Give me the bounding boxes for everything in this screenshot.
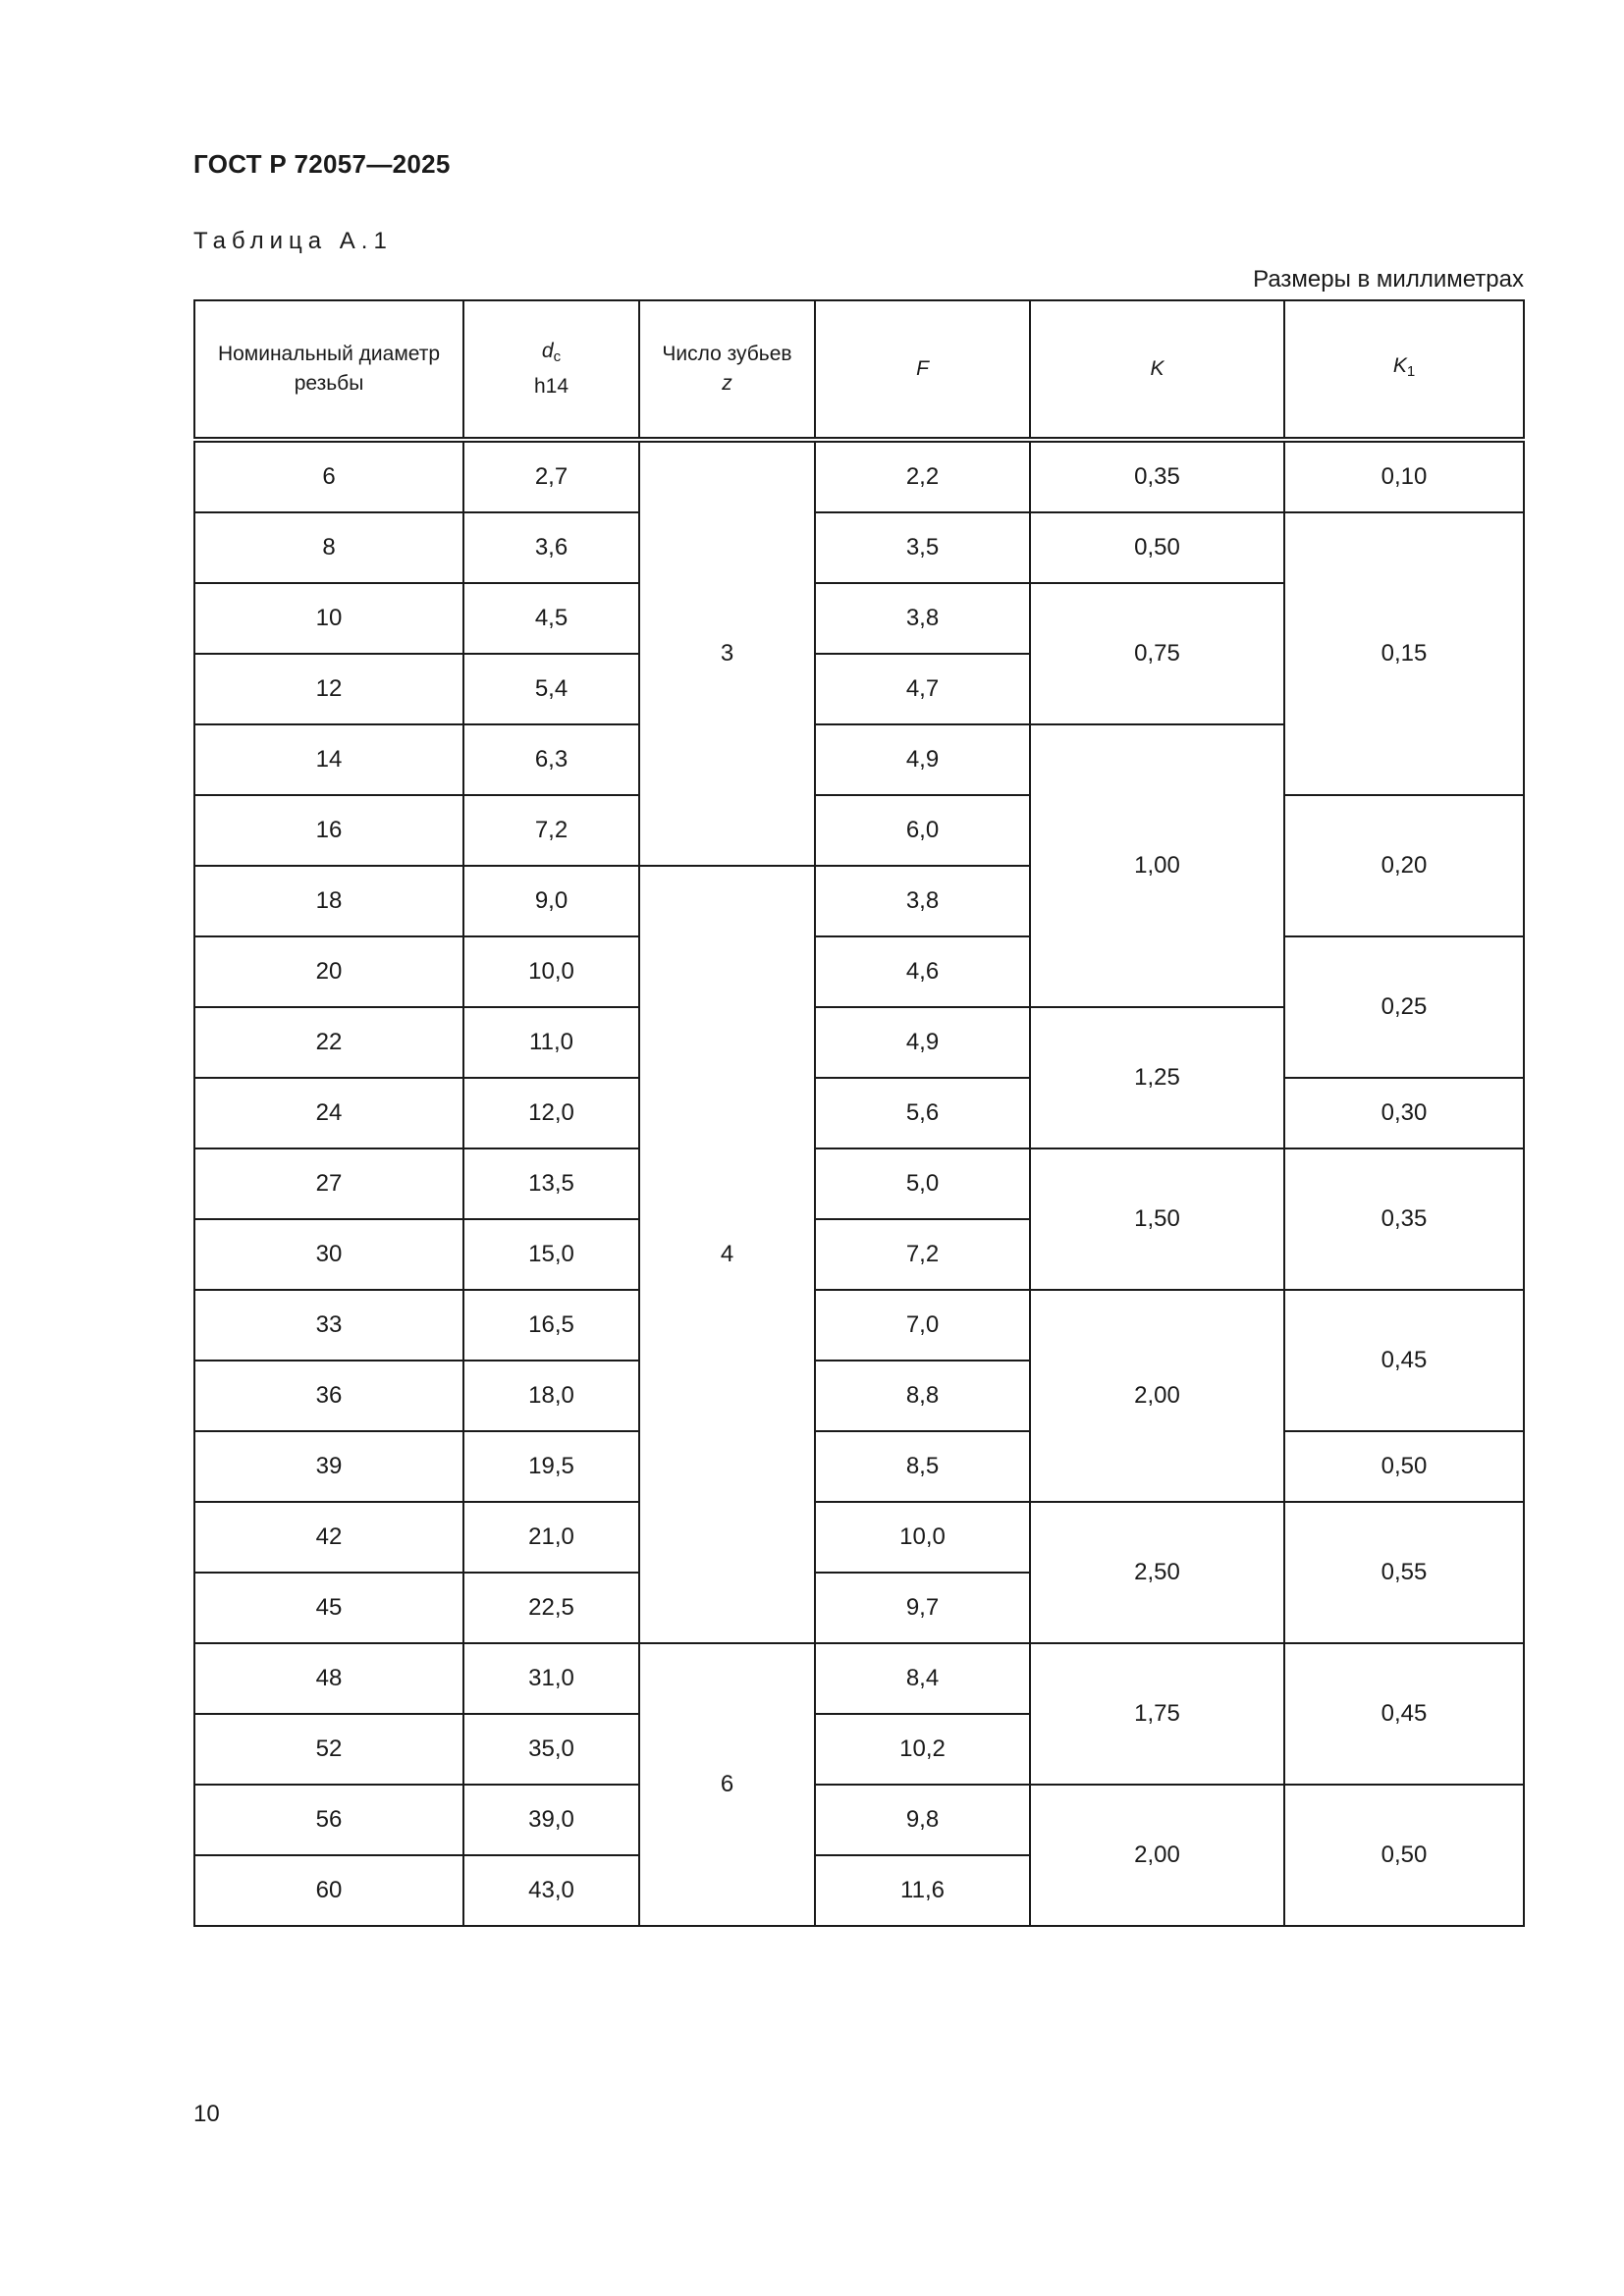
cell-nominal-diameter: 60 [194,1855,463,1926]
cell-k1: 0,20 [1284,795,1524,936]
standard-code: ГОСТ Р 72057—2025 [193,149,451,179]
cell-dc: 12,0 [463,1078,639,1148]
table-row [194,936,1524,1007]
cell-teeth-count: 6 [639,1643,815,1926]
cell-k1: 0,45 [1284,1290,1524,1431]
cell-nominal-diameter: 52 [194,1714,463,1785]
header-nominal-diameter [194,300,463,440]
cell-dc: 9,0 [463,866,639,936]
table-row [194,512,1524,583]
cell-k: 2,50 [1030,1502,1284,1643]
cell-dc: 13,5 [463,1148,639,1219]
header-dc [463,300,639,440]
cell-f: 9,7 [815,1573,1030,1643]
page-number: 10 [193,2101,220,2127]
cell-k1: 0,55 [1284,1502,1524,1643]
dimensions-table [193,299,1525,1927]
cell-k1: 0,15 [1284,512,1524,795]
cell-dc: 35,0 [463,1714,639,1785]
cell-dc: 3,6 [463,512,639,583]
cell-f: 5,6 [815,1078,1030,1148]
cell-nominal-diameter: 12 [194,654,463,724]
header-dc-subscript: c [553,348,562,365]
cell-dc: 39,0 [463,1785,639,1855]
table-body [194,440,1524,1926]
units-note: Размеры в миллиметрах [1253,266,1524,293]
header-k1 [1284,300,1524,440]
cell-nominal-diameter: 48 [194,1643,463,1714]
cell-nominal-diameter: 14 [194,724,463,795]
cell-nominal-diameter: 8 [194,512,463,583]
table-row [194,1290,1524,1361]
cell-nominal-diameter: 10 [194,583,463,654]
cell-dc: 7,2 [463,795,639,866]
header-k [1030,300,1284,440]
cell-k: 1,25 [1030,1007,1284,1148]
header-f [815,300,1030,440]
header-f-symbol: F [916,357,929,380]
cell-k: 0,50 [1030,512,1284,583]
cell-f: 4,9 [815,724,1030,795]
cell-f: 4,6 [815,936,1030,1007]
cell-f: 3,8 [815,583,1030,654]
cell-dc: 18,0 [463,1361,639,1431]
cell-nominal-diameter: 45 [194,1573,463,1643]
cell-nominal-diameter: 39 [194,1431,463,1502]
cell-dc: 16,5 [463,1290,639,1361]
cell-dc: 10,0 [463,936,639,1007]
cell-f: 3,8 [815,866,1030,936]
cell-f: 4,9 [815,1007,1030,1078]
cell-f: 9,8 [815,1785,1030,1855]
table-row [194,1431,1524,1502]
header-nominal-diameter-line2: резьбы [294,372,364,395]
cell-nominal-diameter: 56 [194,1785,463,1855]
cell-f: 5,0 [815,1148,1030,1219]
table-row [194,1148,1524,1219]
cell-nominal-diameter: 33 [194,1290,463,1361]
header-teeth-count-label: Число зубьев [662,343,792,365]
table-row [194,440,1524,512]
header-teeth-count [639,300,815,440]
cell-dc: 22,5 [463,1573,639,1643]
cell-f: 2,2 [815,440,1030,512]
cell-nominal-diameter: 42 [194,1502,463,1573]
table-row [194,1078,1524,1148]
cell-dc: 4,5 [463,583,639,654]
cell-dc: 2,7 [463,440,639,512]
cell-k1: 0,25 [1284,936,1524,1078]
cell-f: 10,0 [815,1502,1030,1573]
table-caption: Таблица А.1 [193,228,393,254]
cell-k: 2,00 [1030,1785,1284,1926]
cell-nominal-diameter: 18 [194,866,463,936]
cell-k1: 0,10 [1284,440,1524,512]
cell-f: 4,7 [815,654,1030,724]
header-dc-symbol: d [541,340,554,362]
cell-k: 1,75 [1030,1643,1284,1785]
cell-f: 8,8 [815,1361,1030,1431]
cell-k: 0,35 [1030,440,1284,512]
cell-dc: 43,0 [463,1855,639,1926]
cell-k: 1,50 [1030,1148,1284,1290]
table-row [194,1785,1524,1855]
table-row [194,1643,1524,1714]
cell-k1: 0,30 [1284,1078,1524,1148]
cell-k: 1,00 [1030,724,1284,1007]
cell-nominal-diameter: 20 [194,936,463,1007]
header-teeth-count-symbol: z [722,372,732,395]
cell-teeth-count: 3 [639,440,815,866]
cell-f: 10,2 [815,1714,1030,1785]
cell-k1: 0,50 [1284,1431,1524,1502]
cell-nominal-diameter: 27 [194,1148,463,1219]
header-dc-tolerance: h14 [533,375,569,398]
cell-f: 7,0 [815,1290,1030,1361]
cell-teeth-count: 4 [639,866,815,1643]
cell-f: 3,5 [815,512,1030,583]
header-k1-symbol: K [1392,354,1407,377]
cell-k: 0,75 [1030,583,1284,724]
table-row [194,795,1524,866]
cell-nominal-diameter: 30 [194,1219,463,1290]
cell-k1: 0,50 [1284,1785,1524,1926]
header-k-symbol: K [1150,357,1164,380]
cell-nominal-diameter: 6 [194,440,463,512]
cell-nominal-diameter: 36 [194,1361,463,1431]
table-row [194,1502,1524,1573]
header-nominal-diameter-line1: Номинальный диаметр [217,343,441,365]
cell-nominal-diameter: 22 [194,1007,463,1078]
cell-f: 8,4 [815,1643,1030,1714]
cell-dc: 6,3 [463,724,639,795]
cell-dc: 11,0 [463,1007,639,1078]
cell-f: 6,0 [815,795,1030,866]
cell-k1: 0,45 [1284,1643,1524,1785]
cell-dc: 19,5 [463,1431,639,1502]
cell-f: 7,2 [815,1219,1030,1290]
cell-f: 8,5 [815,1431,1030,1502]
cell-dc: 15,0 [463,1219,639,1290]
cell-nominal-diameter: 24 [194,1078,463,1148]
cell-dc: 31,0 [463,1643,639,1714]
cell-k: 2,00 [1030,1290,1284,1502]
cell-dc: 21,0 [463,1502,639,1573]
cell-nominal-diameter: 16 [194,795,463,866]
header-k1-subscript: 1 [1406,363,1416,380]
cell-k1: 0,35 [1284,1148,1524,1290]
cell-dc: 5,4 [463,654,639,724]
cell-f: 11,6 [815,1855,1030,1926]
table-header-row [194,300,1524,440]
